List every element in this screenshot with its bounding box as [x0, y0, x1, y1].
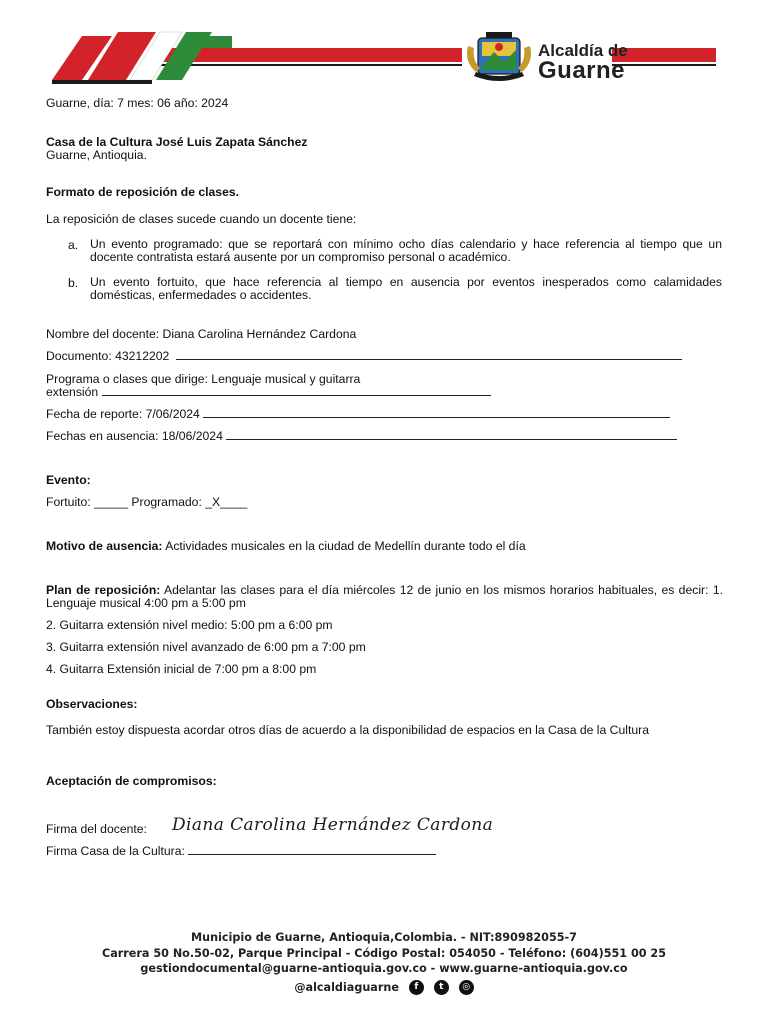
plan-item: 4. Guitarra Extensión inicial de 7:00 pm a 8:00 pm: [46, 662, 317, 676]
footer: [92, 930, 676, 995]
acceptance-label: Aceptación de compromisos:: [46, 774, 217, 788]
teacher-signature-label: Firma del docente:: [46, 822, 147, 836]
footer-line1: Municipio de Guarne, Antioquia,Colombia. - NIT:890982055-7: [191, 931, 577, 944]
document-field: [46, 349, 696, 363]
reason-field: [46, 539, 526, 553]
observations-text: También estoy dispuesta acordar otros días de acuerdo a la disponibilidad de espacios en la Casa de la Cultura: [46, 723, 649, 737]
event-programado: Programado: _X____: [131, 495, 248, 509]
footer-social: [92, 980, 676, 996]
footer-line2: Carrera 50 No.50-02, Parque Principal - Código Postal: 054050 - Teléfono: (604)551 00 25: [102, 946, 666, 960]
twitter-icon: t: [434, 980, 449, 995]
reason-label: Motivo de ausencia:: [46, 539, 163, 553]
plan-text: Adelantar las clases para el día miércoles 12 de junio en los mismos horarios habituales, es decir: 1. Lenguaje musical 4:00 pm a 5:00 pm: [46, 583, 723, 610]
guarne-seal-icon: [464, 32, 534, 86]
absence-dates-value: Fechas en ausencia: 18/06/2024: [46, 429, 223, 443]
list-text: Un evento fortuito, que hace referencia al tiempo en ausencia por eventos inesperados como calamidades domésticas, enfermedades o accidentes.: [90, 275, 722, 302]
house-signature-field: [46, 844, 466, 858]
footer-line3: gestiondocumental@guarne-antioquia.gov.co - www.guarne-antioquia.gov.co: [140, 962, 628, 975]
plan-label: Plan de reposición:: [46, 583, 161, 597]
form-title: Formato de reposición de clases.: [46, 185, 240, 199]
event-label: Evento:: [46, 473, 91, 487]
event-fortuito: Fortuito: _____: [46, 495, 128, 509]
list-text: Un evento programado: que se reportará con mínimo ocho días calendario y hace referencia al tiempo que un docente contratista estará ausente por un compromiso personal o académico.: [90, 237, 722, 264]
recipient-place: Guarne, Antioquia.: [46, 148, 147, 162]
facebook-icon: f: [409, 980, 424, 995]
program-field-line1: Programa o clases que dirige: Lenguaje musical y guitarra: [46, 372, 361, 386]
reason-text: Actividades musicales en la ciudad de Medellín durante todo el día: [162, 539, 526, 553]
plan-item: 3. Guitarra extensión nivel avanzado de 6:00 pm a 7:00 pm: [46, 640, 366, 654]
program-field-line2: [46, 385, 496, 399]
plan-item: 2. Guitarra extensión nivel medio: 5:00 pm a 6:00 pm: [46, 618, 333, 632]
list-marker: a.: [68, 238, 79, 252]
brand-line1: Alcaldía de: [538, 41, 628, 60]
plan-field: [46, 584, 723, 610]
absence-dates-field: [46, 429, 701, 443]
list-marker: b.: [68, 276, 79, 290]
brand-logo: [538, 42, 628, 83]
program-line2-text: extensión: [46, 385, 99, 399]
report-date-field: [46, 407, 691, 421]
document-value: Documento: 43212202: [46, 349, 170, 363]
recipient-name: Casa de la Cultura José Luis Zapata Sánchez: [46, 135, 308, 149]
report-date-value: Fecha de reporte: 7/06/2024: [46, 407, 200, 421]
date-line: Guarne, día: 7 mes: 06 año: 2024: [46, 96, 229, 110]
brand-line2: Guarne: [538, 57, 626, 84]
instagram-icon: ◎: [459, 980, 474, 995]
teacher-signature: Diana Carolina Hernández Cardona: [172, 815, 494, 835]
intro-text: La reposición de clases sucede cuando un docente tiene:: [46, 212, 357, 226]
house-signature-label: Firma Casa de la Cultura:: [46, 844, 185, 858]
social-handle: @alcaldiaguarne: [294, 980, 399, 994]
event-options: [46, 495, 247, 509]
observations-label: Observaciones:: [46, 697, 138, 711]
teacher-name-field: Nombre del docente: Diana Carolina Hernández Cardona: [46, 327, 357, 341]
